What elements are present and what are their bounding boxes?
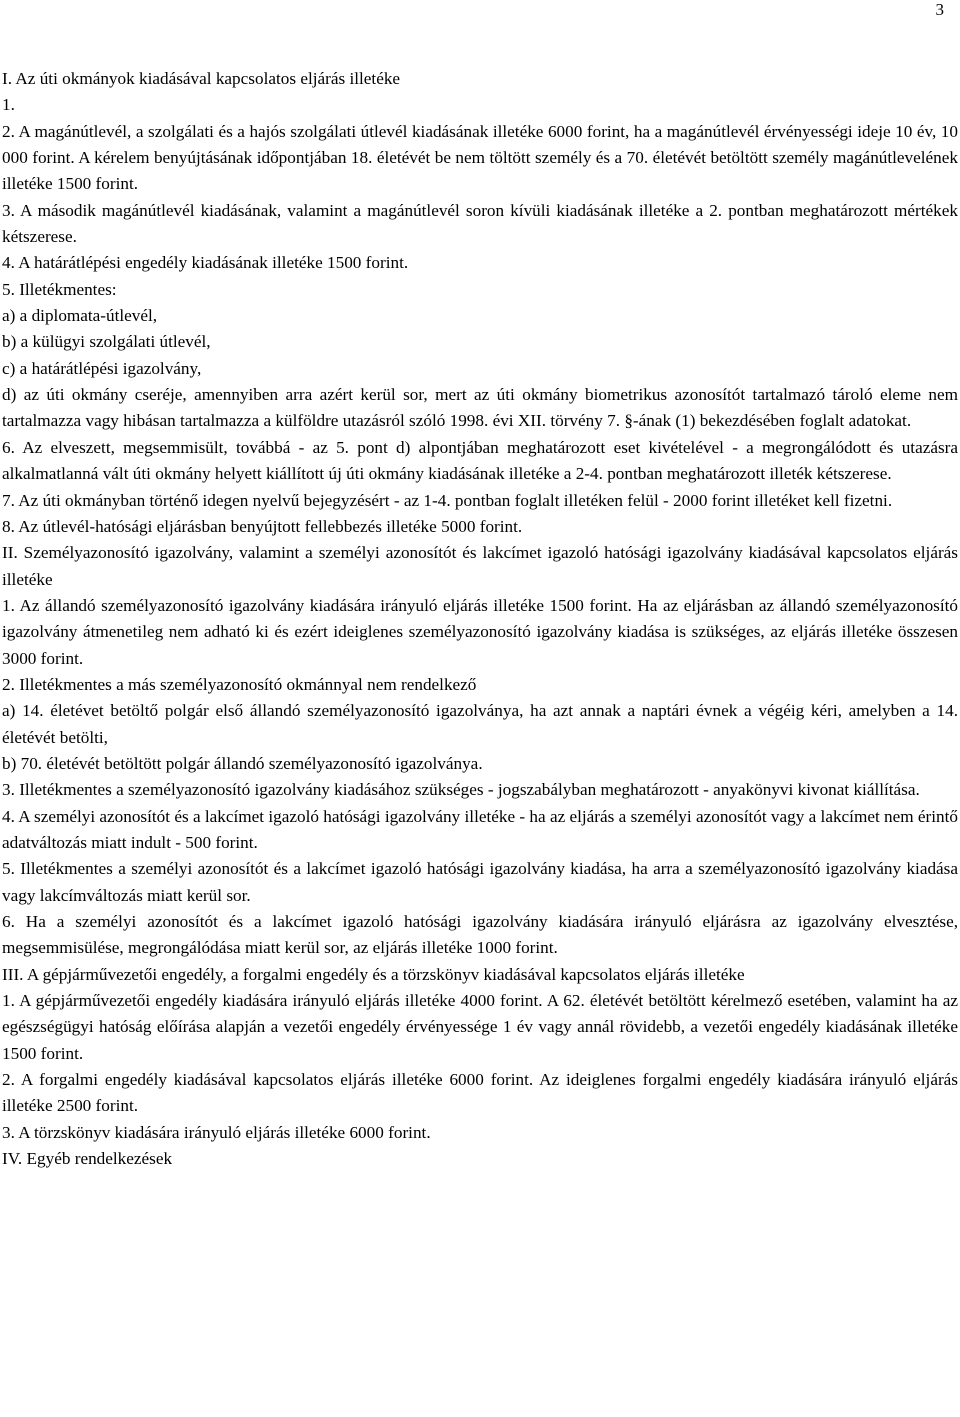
paragraph-i-2: 2. A magánútlevél, a szolgálati és a hajós szolgálati útlevél kiadásának illetéke 6000 forint, ha a magánútlevél érvényességi ideje 10 év, 10 000 forint. A kérelem benyújtásának időpontjában 18. életévét be nem töltött személy és a 70. életévét betöltött személy magánútlevelének illetéke 1500 forint. — [2, 121, 958, 194]
paragraph-ii-5: 5. Illetékmentes a személyi azonosítót és a lakcímet igazoló hatósági igazolvány kiadása, ha arra a személyazonosító igazolvány kiadása vagy lakcímváltozás miatt kerül sor. — [2, 859, 958, 905]
list-item-i-5-a: a) a diplomata-útlevél, — [2, 306, 158, 326]
paragraph-i-3: 3. A második magánútlevél kiadásának, valamint a magánútlevél soron kívüli kiadásának illetéke a 2. pontban meghatározott mértékek kétszerese. — [2, 200, 958, 247]
list-item-ii-2-a: a) 14. életévet betöltő polgár első állandó személyazonosító igazolványa, ha azt annak a naptári évnek a végéig kéri, amelyben a 14. életévét betölti, — [2, 701, 958, 747]
paragraph-iii-2: 2. A forgalmi engedély kiadásával kapcsolatos eljárás illetéke 6000 forint. Az ideiglenes forgalmi engedély kiadására irányuló eljárás illetéke 2500 forint. — [2, 1070, 958, 1116]
document-body — [2, 66, 958, 1172]
paragraph-i-8: 8. Az útlevél-hatósági eljárásban benyújtott fellebbezés illetéke 5000 forint. — [2, 516, 523, 536]
paragraph-ii-1: 1. Az állandó személyazonosító igazolvány kiadására irányuló eljárás illetéke 1500 forint. Ha az eljárásban az állandó személyazonosító igazolvány átmenetileg nem adható ki és ezért ideiglenes személyazonosító igazolvány kiadása is szükséges, az eljárás illetéke összesen 3000 forint. — [2, 595, 958, 668]
paragraph-i-1: 1. — [2, 95, 15, 115]
list-item-ii-2-b: b) 70. életévét betöltött polgár állandó személyazonosító igazolványa. — [2, 753, 483, 773]
section-heading-ii: II. Személyazonosító igazolvány, valamint a személyi azonosítót és lakcímet igazoló hatósági igazolvány kiadásával kapcsolatos eljárás illetéke — [2, 543, 958, 589]
page-number: 3 — [935, 0, 944, 19]
list-item-i-5-c: c) a határátlépési igazolvány, — [2, 358, 202, 378]
paragraph-ii-3: 3. Illetékmentes a személyazonosító igazolvány kiadásához szükséges - jogszabályban meghatározott - anyakönyvi kivonat kiállítása. — [2, 780, 920, 800]
section-heading-iii: III. A gépjárművezetői engedély, a forgalmi engedély és a törzskönyv kiadásával kapcsolatos eljárás illetéke — [2, 964, 745, 984]
list-item-i-5-b: b) a külügyi szolgálati útlevél, — [2, 332, 211, 352]
list-item-i-5-d: d) az úti okmány cseréje, amennyiben arra azért kerül sor, mert az úti okmány biometrikus azonosítót tartalmazó tároló eleme nem tartalmazza vagy hibásan tartalmazza a külföldre utazásról szóló 1998. évi XII. törvény 7. §-ának (1) bekezdésében foglalt adatokat. — [2, 385, 958, 431]
paragraph-ii-4: 4. A személyi azonosítót és a lakcímet igazoló hatósági igazolvány illetéke - ha az eljárás a személyi azonosítót vagy a lakcímet nem érintő adatváltozás miatt indult - 500 forint. — [2, 806, 958, 852]
paragraph-iii-3: 3. A törzskönyv kiadására irányuló eljárás illetéke 6000 forint. — [2, 1122, 431, 1142]
paragraph-ii-2: 2. Illetékmentes a más személyazonosító okmánnyal nem rendelkező — [2, 674, 477, 694]
paragraph-i-6: 6. Az elveszett, megsemmisült, továbbá - az 5. pont d) alpontjában meghatározott eset kivételével - a megrongálódott és utazásra alkalmatlanná vált úti okmány helyett kiállított új úti okmány kiadásának illetéke a 2-4. pontban meghatározott illeték kétszerese. — [2, 437, 958, 484]
paragraph-i-7: 7. Az úti okmányban történő idegen nyelvű bejegyzésért - az 1-4. pontban foglalt illetéken felül - 2000 forint illetéket kell fizetni. — [2, 490, 893, 510]
paragraph-ii-6: 6. Ha a személyi azonosítót és a lakcímet igazoló hatósági igazolvány kiadására irányuló eljárásra az igazolvány elvesztése, megsemmisülése, megrongálódása miatt kerül sor, az eljárás illetéke 1000 forint. — [2, 912, 958, 958]
paragraph-i-5: 5. Illetékmentes: — [2, 279, 117, 299]
paragraph-iii-1: 1. A gépjárművezetői engedély kiadására irányuló eljárás illetéke 4000 forint. A 62. életévét betöltött kérelmező esetében, valamint ha az egészségügyi hatóság előírása alapján a vezetői engedély érvényessége 1 év vagy annál rövidebb, a vezetői engedély kiadásának illetéke 1500 forint. — [2, 991, 958, 1063]
paragraph-i-4: 4. A határátlépési engedély kiadásának illetéke 1500 forint. — [2, 253, 409, 273]
section-heading-iv: IV. Egyéb rendelkezések — [2, 1149, 173, 1169]
section-heading-i: I. Az úti okmányok kiadásával kapcsolatos eljárás illetéke — [2, 69, 401, 88]
